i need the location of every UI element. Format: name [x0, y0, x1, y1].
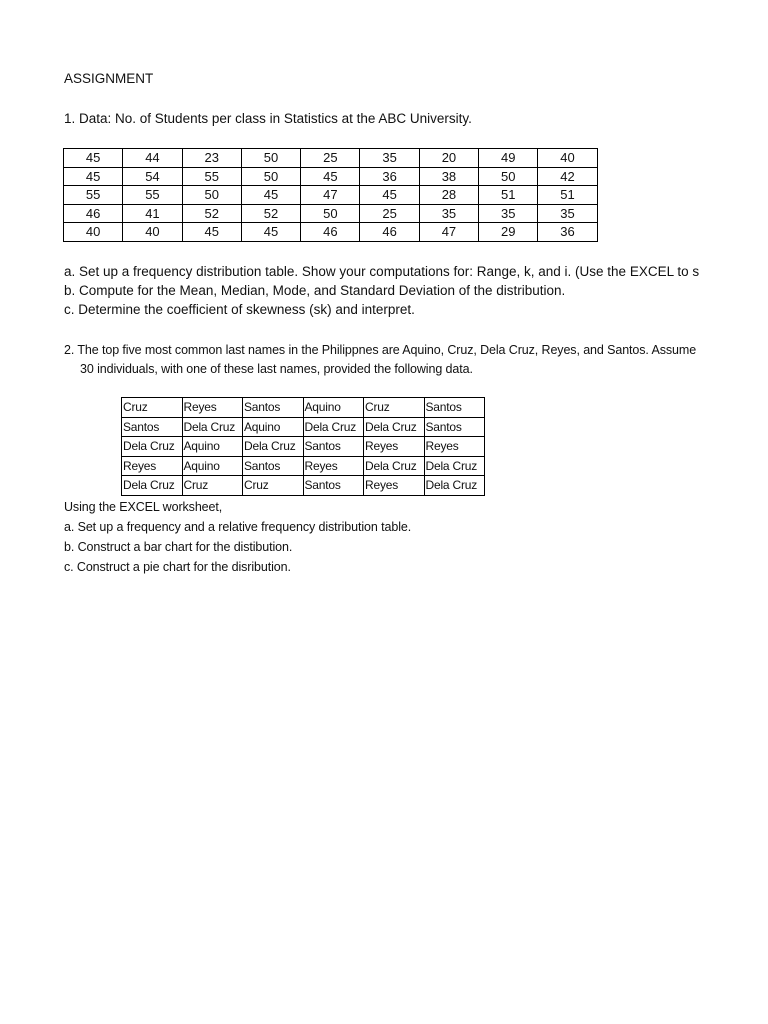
table-cell: 35	[360, 149, 419, 168]
table-cell: 40	[538, 149, 597, 168]
table-cell: 29	[479, 223, 538, 242]
table-cell: 46	[301, 223, 360, 242]
table-cell: Santos	[303, 476, 364, 496]
table-cell: Aquino	[243, 417, 304, 437]
table-cell: Dela Cruz	[424, 456, 485, 476]
table-cell: Reyes	[303, 456, 364, 476]
table-cell: 52	[182, 204, 241, 223]
table-cell: 35	[479, 204, 538, 223]
table-cell: Cruz	[243, 476, 304, 496]
table-cell: Santos	[424, 417, 485, 437]
question-2-line-1: 2. The top five most common last names in the Philippnes are Aquino, Cruz, Dela Cruz, Reyes, and Santos. Assume	[64, 343, 697, 357]
question-2-intro: Using the EXCEL worksheet,	[64, 500, 223, 514]
table-row	[64, 186, 598, 205]
table-cell: 44	[123, 149, 182, 168]
question-1a: a. Set up a frequency distribution table. Show your computations for: Range, k, and i. (Use the EXCEL to s	[64, 264, 700, 279]
table-row	[122, 398, 485, 418]
table-cell: Dela Cruz	[182, 417, 243, 437]
table-cell: 23	[182, 149, 241, 168]
table-cell: Santos	[243, 398, 304, 418]
table-cell: 51	[479, 186, 538, 205]
question-2-line-2: 30 individuals, with one of these last names, provided the following data.	[80, 362, 473, 376]
table-cell: Aquino	[182, 437, 243, 457]
table-cell: Cruz	[364, 398, 425, 418]
table-row	[64, 167, 598, 186]
table-cell: 35	[538, 204, 597, 223]
table-cell: 50	[182, 186, 241, 205]
table-cell: 40	[123, 223, 182, 242]
table-cell: Dela Cruz	[364, 417, 425, 437]
table-cell: 38	[419, 167, 478, 186]
table-cell: 45	[64, 149, 123, 168]
table-cell: 40	[64, 223, 123, 242]
question-2b: b. Construct a bar chart for the distibution.	[64, 540, 293, 554]
table-cell: Reyes	[424, 437, 485, 457]
table-cell: 42	[538, 167, 597, 186]
table-cell: 49	[479, 149, 538, 168]
table-cell: Reyes	[182, 398, 243, 418]
table-cell: 41	[123, 204, 182, 223]
table-row	[64, 204, 598, 223]
table-cell: 55	[123, 186, 182, 205]
table-cell: 28	[419, 186, 478, 205]
table-cell: 50	[301, 204, 360, 223]
table-cell: 47	[301, 186, 360, 205]
table-row	[64, 149, 598, 168]
table-cell: Santos	[303, 437, 364, 457]
table-cell: Dela Cruz	[122, 476, 183, 496]
table-cell: 45	[301, 167, 360, 186]
question-1-title: 1. Data: No. of Students per class in Statistics at the ABC University.	[64, 111, 472, 126]
question-2a: a. Set up a frequency and a relative frequency distribution table.	[64, 520, 412, 534]
table-cell: 52	[241, 204, 300, 223]
table-cell: Aquino	[182, 456, 243, 476]
table-cell: 36	[360, 167, 419, 186]
table-cell: Dela Cruz	[364, 456, 425, 476]
table-cell: Reyes	[122, 456, 183, 476]
table-cell: Dela Cruz	[122, 437, 183, 457]
table-cell: 55	[182, 167, 241, 186]
table-cell: 36	[538, 223, 597, 242]
students-data-table	[63, 148, 598, 242]
table-cell: Santos	[122, 417, 183, 437]
table-cell: 46	[360, 223, 419, 242]
table-cell: Dela Cruz	[424, 476, 485, 496]
table-cell: 50	[241, 167, 300, 186]
table-cell: 45	[360, 186, 419, 205]
table-row	[122, 417, 485, 437]
table-cell: Aquino	[303, 398, 364, 418]
table-cell: 54	[123, 167, 182, 186]
table-cell: 20	[419, 149, 478, 168]
table-cell: 47	[419, 223, 478, 242]
table-cell: 25	[301, 149, 360, 168]
table-cell: 46	[64, 204, 123, 223]
question-1c: c. Determine the coefficient of skewness (sk) and interpret.	[64, 302, 415, 317]
question-1b: b. Compute for the Mean, Median, Mode, and Standard Deviation of the distribution.	[64, 283, 566, 298]
table-cell: Cruz	[122, 398, 183, 418]
table-cell: Dela Cruz	[243, 437, 304, 457]
table-cell: 45	[241, 186, 300, 205]
table-cell: 25	[360, 204, 419, 223]
table-cell: Dela Cruz	[303, 417, 364, 437]
table-row	[122, 456, 485, 476]
assignment-heading: ASSIGNMENT	[64, 71, 154, 86]
table-cell: 45	[241, 223, 300, 242]
question-2c: c. Construct a pie chart for the disribution.	[64, 560, 291, 574]
table-cell: 45	[182, 223, 241, 242]
table-row	[64, 223, 598, 242]
table-cell: Reyes	[364, 437, 425, 457]
table-cell: Santos	[243, 456, 304, 476]
last-names-table	[121, 397, 485, 496]
table-row	[122, 437, 485, 457]
table-cell: 50	[479, 167, 538, 186]
table-cell: 51	[538, 186, 597, 205]
table-cell: 50	[241, 149, 300, 168]
table-cell: 45	[64, 167, 123, 186]
table-cell: 35	[419, 204, 478, 223]
table-cell: Reyes	[364, 476, 425, 496]
table-cell: 55	[64, 186, 123, 205]
table-row	[122, 476, 485, 496]
table-cell: Cruz	[182, 476, 243, 496]
table-cell: Santos	[424, 398, 485, 418]
